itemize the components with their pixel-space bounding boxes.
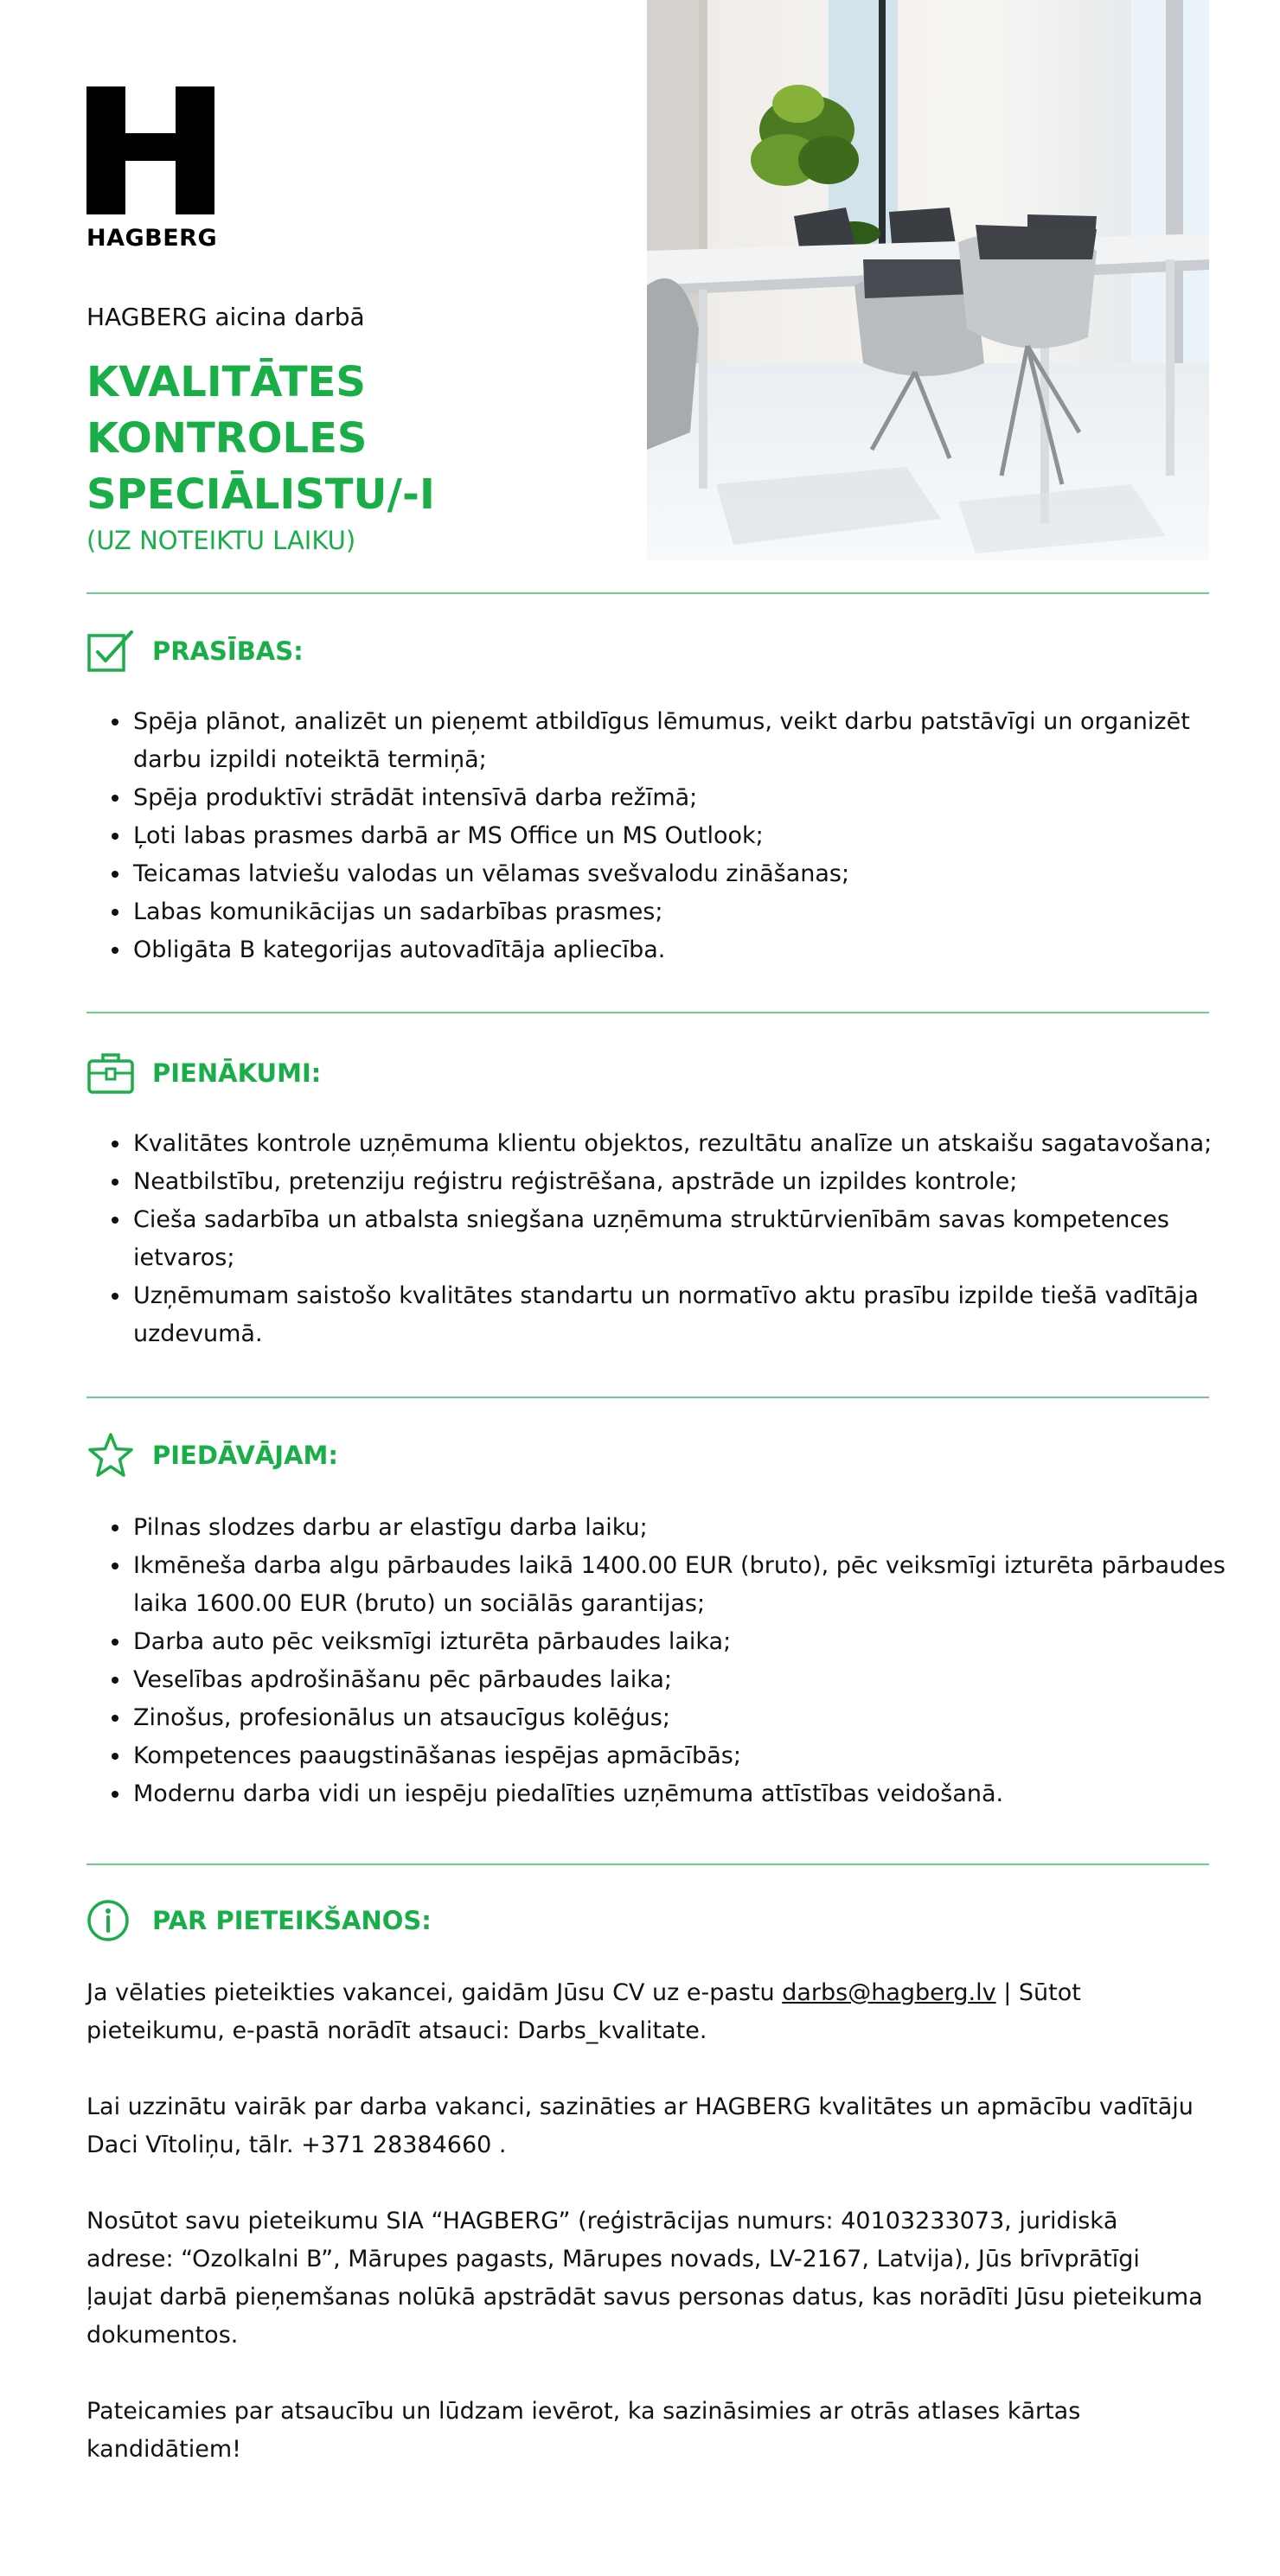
divider (86, 1863, 1209, 1865)
list-item: • Obligāta B kategorijas autovadītāja apliecība. (131, 931, 1264, 969)
apply-header (86, 1896, 432, 1945)
offer-title: PIEDĀVĀJAM: (152, 1441, 338, 1470)
list-item: • Kompetences paaugstināšanas iespējas apmācībās; (131, 1737, 1264, 1775)
duties-title: PIENĀKUMI: (152, 1058, 322, 1088)
job-title-line: SPECIĀLISTU/-I (86, 470, 435, 519)
list-item: • Ļoti labas prasmes darbā ar MS Office un MS Outlook; (131, 817, 1264, 855)
checkbox-icon (86, 629, 135, 674)
divider (86, 592, 1209, 594)
job-title-line: KVALITĀTES (86, 358, 366, 406)
list-item: • Modernu darba vidi un iespēju piedalīties uzņēmuma attīstības veidošanā. (131, 1775, 1264, 1813)
list-item: • Zinošus, profesionālus un atsaucīgus kolēģus; (131, 1699, 1264, 1737)
offer-header (86, 1431, 338, 1480)
list-item: • Ikmēneša darba algu pārbaudes laikā 1400.00 EUR (bruto), pēc veiksmīgi izturēta pārbaudes laika 1600.00 EUR (bruto) un sociālās garantijas; (131, 1547, 1264, 1623)
hagberg-h-mark-icon (86, 86, 214, 214)
briefcase-icon (86, 1051, 135, 1096)
list-item: • Neatbilstību, pretenziju reģistru reģistrēšana, apstrāde un izpildes kontrole; (131, 1163, 1264, 1201)
list-item: • Pilnas slodzes darbu ar elastīgu darba laiku; (131, 1509, 1264, 1547)
apply-title: PAR PIETEIKŠANOS: (152, 1906, 432, 1935)
divider (86, 1012, 1209, 1013)
list-item: • Uzņēmumam saistošo kvalitātes standartu un normatīvo aktu prasību izpilde tiešā vadītāja uzdevumā. (131, 1277, 1264, 1353)
apply-paragraph-contact: Lai uzzinātu vairāk par darba vakanci, sazināties ar HAGBERG kvalitātes un apmācību vadītāju Daci Vītoliņu, tālr. +371 28384660 . (86, 2093, 1194, 2158)
divider (86, 1397, 1209, 1398)
list-item: • Cieša sadarbība un atbalsta sniegšana uzņēmuma struktūrvienībām savas kompetences ietvaros; (131, 1201, 1264, 1277)
list-item: • Labas komunikācijas un sadarbības prasmes; (131, 893, 1264, 931)
info-icon (86, 1897, 135, 1944)
email-link[interactable]: darbs@hagberg.lv (782, 1979, 996, 2006)
list-item: • Darba auto pēc veiksmīgi izturēta pārbaudes laika; (131, 1623, 1264, 1661)
apply-text: Ja vēlaties pieteikties vakancei, gaidām Jūsu CV uz e-pastu (86, 1979, 783, 2006)
logo-text: HAGBERG (86, 225, 218, 252)
list-item: • Spēja produktīvi strādāt intensīvā darba režīmā; (131, 779, 1264, 817)
list-item: • Teicamas latviešu valodas un vēlamas svešvalodu zināšanas; (131, 855, 1264, 893)
job-title-line: KONTROLES (86, 414, 368, 463)
duties-list (86, 1125, 1264, 1353)
apply-paragraph-thanks: Pateicamies par atsaucību un lūdzam ievērot, ka sazināsimies ar otrās atlases kārtas kandidātiem! (86, 2398, 1081, 2463)
requirements-header (86, 627, 304, 675)
list-item: • Kvalitātes kontrole uzņēmuma klientu objektos, rezultātu analīze un atskaišu sagatavošana; (131, 1125, 1264, 1163)
hagberg-logo (86, 86, 216, 252)
offer-list (86, 1509, 1264, 1813)
office-photo (647, 0, 1209, 560)
duties-header (86, 1049, 321, 1097)
apply-paragraph-email (86, 1974, 1211, 2050)
apply-paragraph-privacy: Nosūtot savu pieteikumu SIA “HAGBERG” (reģistrācijas numurs: 40103233073, juridiskā adrese: “Ozolkalni B”, Mārupes pagasts, Mārupes novads, LV-2167, Latvija), Jūs brīvprātīgi ļaujat darbā pieņemšanas nolūkā apstrādāt savus personas datus, kas norādīti Jūsu pieteikuma dokumentos. (86, 2208, 1203, 2349)
list-item: • Spēja plānot, analizēt un pieņemt atbildīgus lēmumus, veikt darbu patstāvīgi un organizēt darbu izpildi noteiktā termiņā; (131, 703, 1264, 779)
job-title (86, 355, 435, 523)
invite-text: HAGBERG aicina darbā (86, 303, 365, 331)
requirements-title: PRASĪBAS: (152, 636, 304, 666)
requirements-list (86, 703, 1264, 969)
list-item: • Veselības apdrošināšanu pēc pārbaudes laika; (131, 1661, 1264, 1699)
star-icon (86, 1432, 135, 1479)
job-subtitle: (UZ NOTEIKTU LAIKU) (86, 526, 356, 555)
apply-text: | Sūtot pieteikumu, e-pastā norādīt atsauci: Darbs_kvalitate. (86, 1979, 1081, 2044)
